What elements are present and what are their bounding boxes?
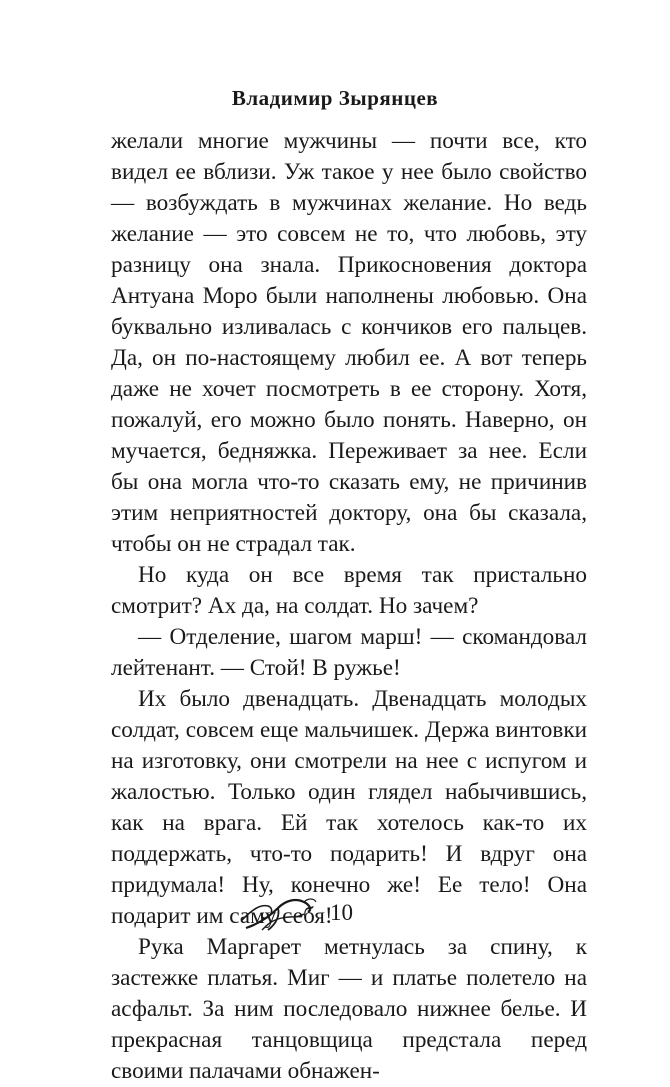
paragraph: Рука Маргарет метнулась за спину, к застежке платья. Миг — и платье полетело на асфальт. За ним последовало нижнее белье. И прекрасная танцовщица предстала перед своими палачами обнажен-: [111, 934, 587, 1084]
paragraph: Их было двенадцать. Двенадцать молодых солдат, совсем еще мальчишек. Держа винтовки на изготовку, они смотрели на нее с испугом и жалостью. Только один глядел набычившись, как на врага. Ей так хотелось как-то их поддержать, что-то подарить! И вдруг она придумала! Ну, конечно же! Ее тело! Она подарит им саму себя!: [111, 686, 587, 929]
paragraph: — Отделение, шагом марш! — скомандовал лейтенант. — Стой! В ружье!: [111, 624, 587, 681]
paragraph: Но куда он все время так пристально смотрит? Ах да, на солдат. Но зачем?: [111, 562, 587, 619]
page-number: 10: [330, 900, 353, 925]
paragraph: желали многие мужчины — почти все, кто видел ее вблизи. Уж такое у нее было свойство — возбуждать в мужчинах желание. Но ведь желание — это совсем не то, что любовь, эту разницу она знала. Прикосновения доктора Антуана Моро были наполнены любовью. Она буквально изливалась с кончиков его пальцев. Да, он по-настоящему любил ее. А вот теперь даже не хочет посмотреть в ее сторону. Хотя, пожалуй, его можно было понять. Наверно, он мучается, бедняжка. Переживает за нее. Если бы она могла что-то сказать ему, не причинив этим неприятностей доктору, она бы сказала, чтобы он не страдал так.: [111, 128, 587, 557]
page-footer: [0, 890, 670, 940]
flourish-ornament-icon: [238, 890, 318, 936]
running-header-author: Владимир Зырянцев: [231, 86, 439, 110]
body-text: [111, 126, 587, 1087]
